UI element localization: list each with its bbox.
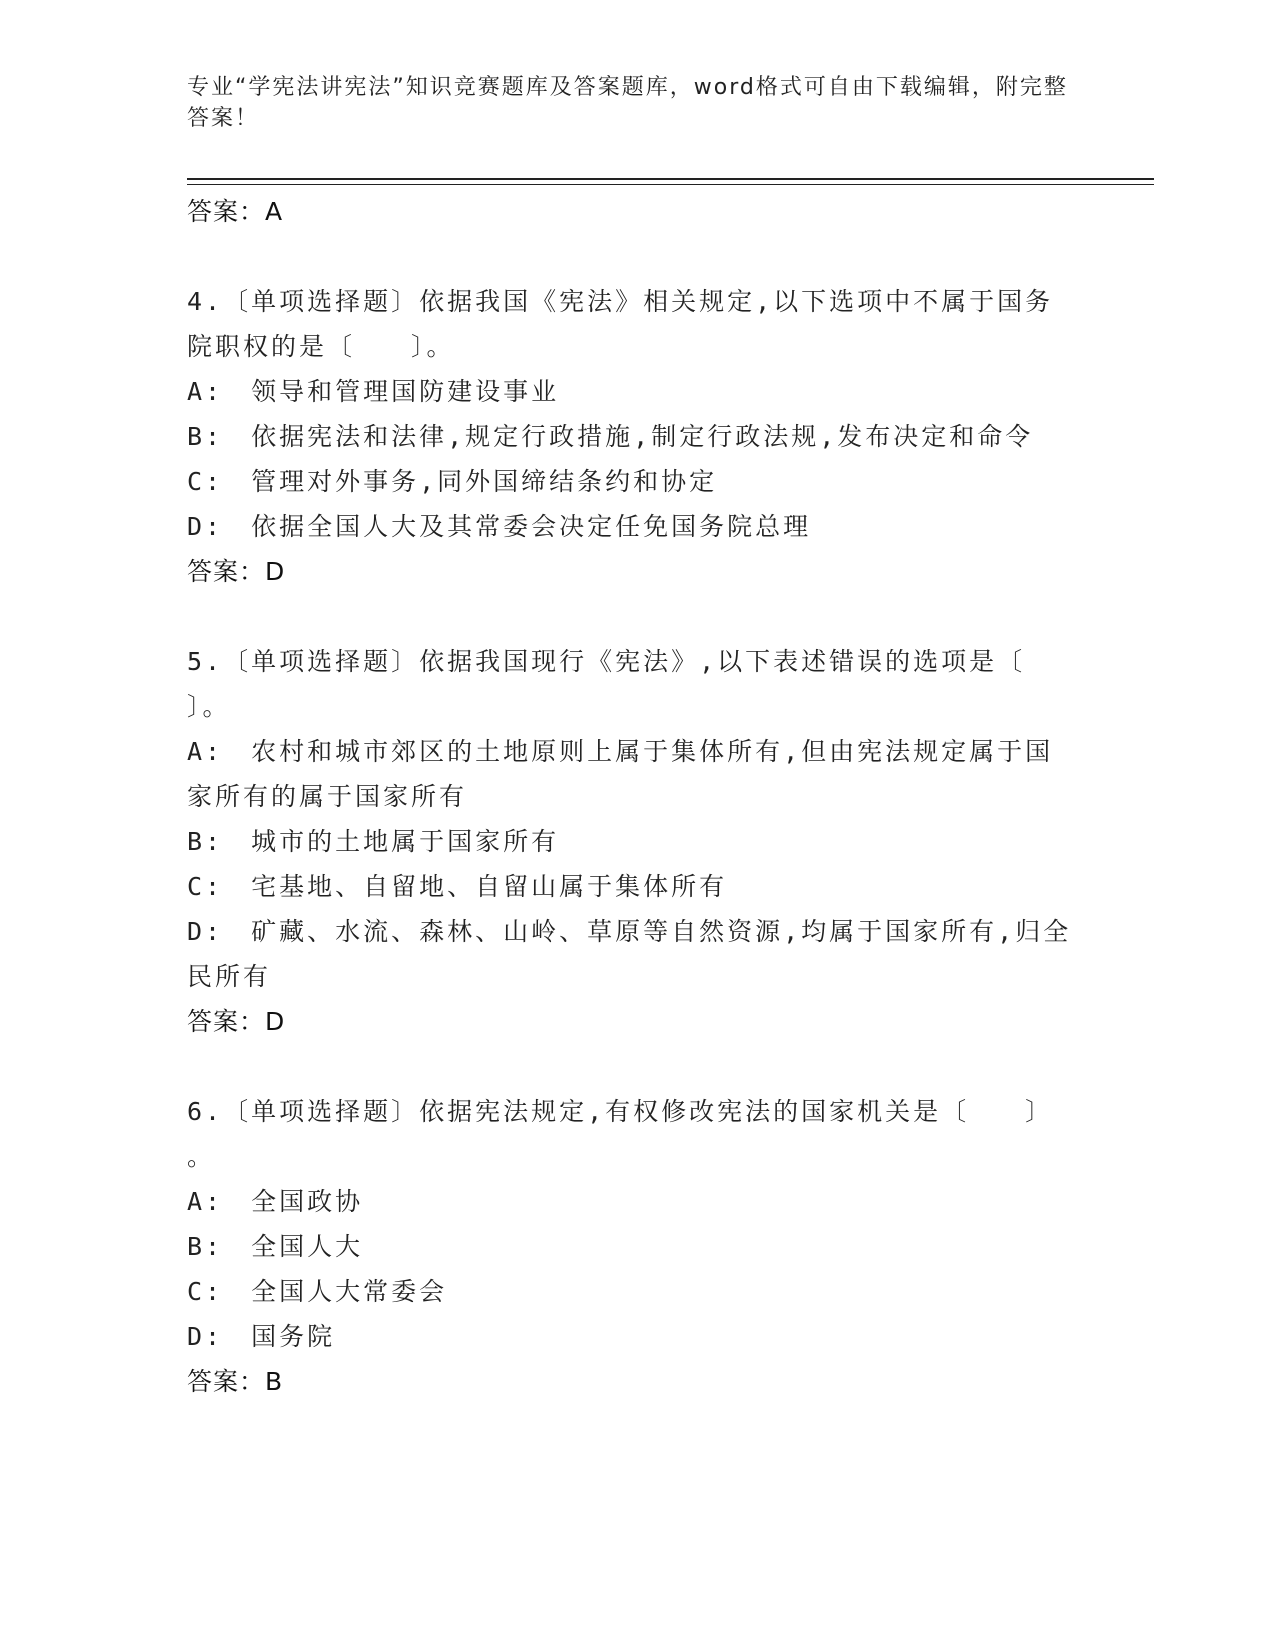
option-b: B: 城市的土地属于国家所有	[187, 827, 560, 856]
option-b: B: 全国人大	[187, 1232, 364, 1261]
answer-line: 答案：A	[187, 197, 284, 226]
option-a: A: 农村和城市郊区的土地原则上属于集体所有,但由宪法规定属于国	[187, 737, 1054, 766]
option-d-continued: 民所有	[187, 962, 272, 991]
option-c: C: 全国人大常委会	[187, 1277, 448, 1306]
option-d: D: 矿藏、水流、森林、山岭、草原等自然资源,均属于国家所有,归全	[187, 917, 1072, 946]
question-5	[187, 639, 1087, 1045]
question-4	[187, 279, 1087, 595]
header-divider-thick	[187, 178, 1154, 180]
answer-line: 答案：D	[187, 1007, 286, 1036]
option-a-continued: 家所有的属于国家所有	[187, 782, 468, 811]
question-6	[187, 1089, 1087, 1405]
option-c: C: 管理对外事务,同外国缔结条约和协定	[187, 467, 718, 496]
question-stem-line: 5.〔单项选择题〕依据我国现行《宪法》,以下表述错误的选项是〔	[187, 647, 1026, 676]
option-a: A: 领导和管理国防建设事业	[187, 377, 560, 406]
question-stem-line: 4.〔单项选择题〕依据我国《宪法》相关规定,以下选项中不属于国务	[187, 287, 1054, 316]
question-stem-line: 。	[187, 1142, 216, 1171]
answer-line: 答案：B	[187, 1367, 284, 1396]
page-header: 专业“学宪法讲宪法”知识竞赛题库及答案题库，word格式可自由下载编辑，附完整答案！	[187, 75, 1068, 131]
header-divider-thin	[187, 184, 1154, 185]
answer-line: 答案：D	[187, 557, 286, 586]
question-stem-line: 6.〔单项选择题〕依据宪法规定,有权修改宪法的国家机关是〔 〕	[187, 1097, 1054, 1126]
option-b: B: 依据宪法和法律,规定行政措施,制定行政法规,发布决定和命令	[187, 422, 1034, 451]
question-stem-line: 〕。	[187, 692, 231, 721]
option-a: A: 全国政协	[187, 1187, 364, 1216]
option-d: D: 依据全国人大及其常委会决定任免国务院总理	[187, 512, 812, 541]
question-stem-line: 院职权的是〔 〕。	[187, 332, 455, 361]
option-d: D: 国务院	[187, 1322, 336, 1351]
document-body	[187, 189, 1087, 1405]
option-c: C: 宅基地、自留地、自留山属于集体所有	[187, 872, 728, 901]
